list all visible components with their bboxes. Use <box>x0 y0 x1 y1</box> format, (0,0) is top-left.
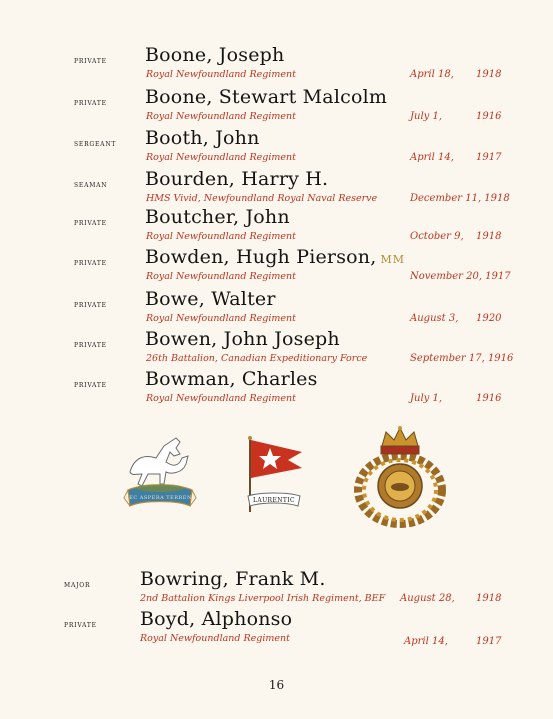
crowned-wreath-badge-icon <box>350 424 450 528</box>
entry-rank: private <box>64 620 97 630</box>
entry-name <box>145 246 405 268</box>
badge-motto: NEC ASPERA TERRENT <box>124 495 196 501</box>
memorial-entry <box>0 44 553 84</box>
entry-unit: Royal Newfoundland Regiment <box>140 633 290 644</box>
entry-date: October 9, <box>410 231 464 242</box>
entry-date: April 18, <box>410 69 454 80</box>
entry-rank: private <box>74 218 107 228</box>
entry-rank: private <box>74 258 107 268</box>
entry-name: Bowman, Charles <box>145 368 318 390</box>
entry-rank: private <box>74 98 107 108</box>
entry-unit: 2nd Battalion Kings Liverpool Irish Regiment, BEF <box>140 593 386 604</box>
memorial-entry <box>0 368 553 408</box>
entry-rank: sergeant <box>74 139 117 149</box>
entry-date: December 11, 1918 <box>410 193 510 204</box>
entry-date: August 28, <box>400 593 455 604</box>
memorial-entry <box>0 328 553 368</box>
entry-date: April 14, <box>410 152 454 163</box>
entry-date: November 20, 1917 <box>410 271 511 282</box>
memorial-entry <box>0 608 553 648</box>
entry-date: April 14, <box>404 636 448 647</box>
entry-name-text: Bowden, Hugh Pierson, <box>145 246 377 268</box>
entry-unit: Royal Newfoundland Regiment <box>146 231 296 242</box>
entry-name: Bowring, Frank M. <box>140 568 326 590</box>
entry-unit: Royal Newfoundland Regiment <box>146 393 296 404</box>
entry-year: 1916 <box>476 111 502 122</box>
page-number: 16 <box>268 678 285 692</box>
entry-name: Bowen, John Joseph <box>145 328 340 350</box>
entry-name: Booth, John <box>145 127 260 149</box>
entry-year: 1918 <box>476 231 502 242</box>
memorial-entry <box>0 246 553 286</box>
entry-date: July 1, <box>410 111 443 122</box>
entry-unit: Royal Newfoundland Regiment <box>146 152 296 163</box>
memorial-entry <box>0 206 553 246</box>
emblems-row <box>0 420 553 530</box>
entry-rank: private <box>74 340 107 350</box>
memorial-entry <box>0 568 553 608</box>
entry-rank: seaman <box>74 180 108 190</box>
entry-year: 1916 <box>476 393 502 404</box>
entry-name: Boone, Stewart Malcolm <box>145 86 388 108</box>
entry-unit: Royal Newfoundland Regiment <box>146 111 296 122</box>
memorial-entry <box>0 127 553 167</box>
entry-unit: HMS Vivid, Newfoundland Royal Naval Reserve <box>146 193 378 204</box>
entry-honour: MM <box>380 253 406 266</box>
white-star-pennant-icon <box>240 434 310 524</box>
entry-date: July 1, <box>410 393 443 404</box>
entry-rank: private <box>74 56 107 66</box>
entry-name: Bourden, Harry H. <box>145 168 329 190</box>
entry-name: Boone, Joseph <box>145 44 285 66</box>
entry-year: 1918 <box>476 69 502 80</box>
memorial-entry <box>0 86 553 126</box>
entry-name: Bowe, Walter <box>145 288 276 310</box>
entry-name: Boutcher, John <box>145 206 290 228</box>
memorial-entry <box>0 288 553 328</box>
entry-date: September 17, 1916 <box>410 353 514 364</box>
entry-year: 1917 <box>476 152 502 163</box>
flag-ribbon-text: LAURENTIC <box>252 497 296 504</box>
entry-rank: private <box>74 380 107 390</box>
entry-rank: major <box>64 580 91 590</box>
entry-unit: Royal Newfoundland Regiment <box>146 69 296 80</box>
entry-date: August 3, <box>410 313 459 324</box>
entry-name: Boyd, Alphonso <box>140 608 293 630</box>
entry-rank: private <box>74 300 107 310</box>
white-horse-badge-icon <box>120 428 200 518</box>
entry-year: 1920 <box>476 313 502 324</box>
entry-unit: Royal Newfoundland Regiment <box>146 313 296 324</box>
memorial-entry <box>0 168 553 208</box>
entry-year: 1918 <box>476 593 502 604</box>
entry-year: 1917 <box>476 636 502 647</box>
entry-unit: 26th Battalion, Canadian Expeditionary Force <box>146 353 368 364</box>
entry-unit: Royal Newfoundland Regiment <box>146 271 296 282</box>
